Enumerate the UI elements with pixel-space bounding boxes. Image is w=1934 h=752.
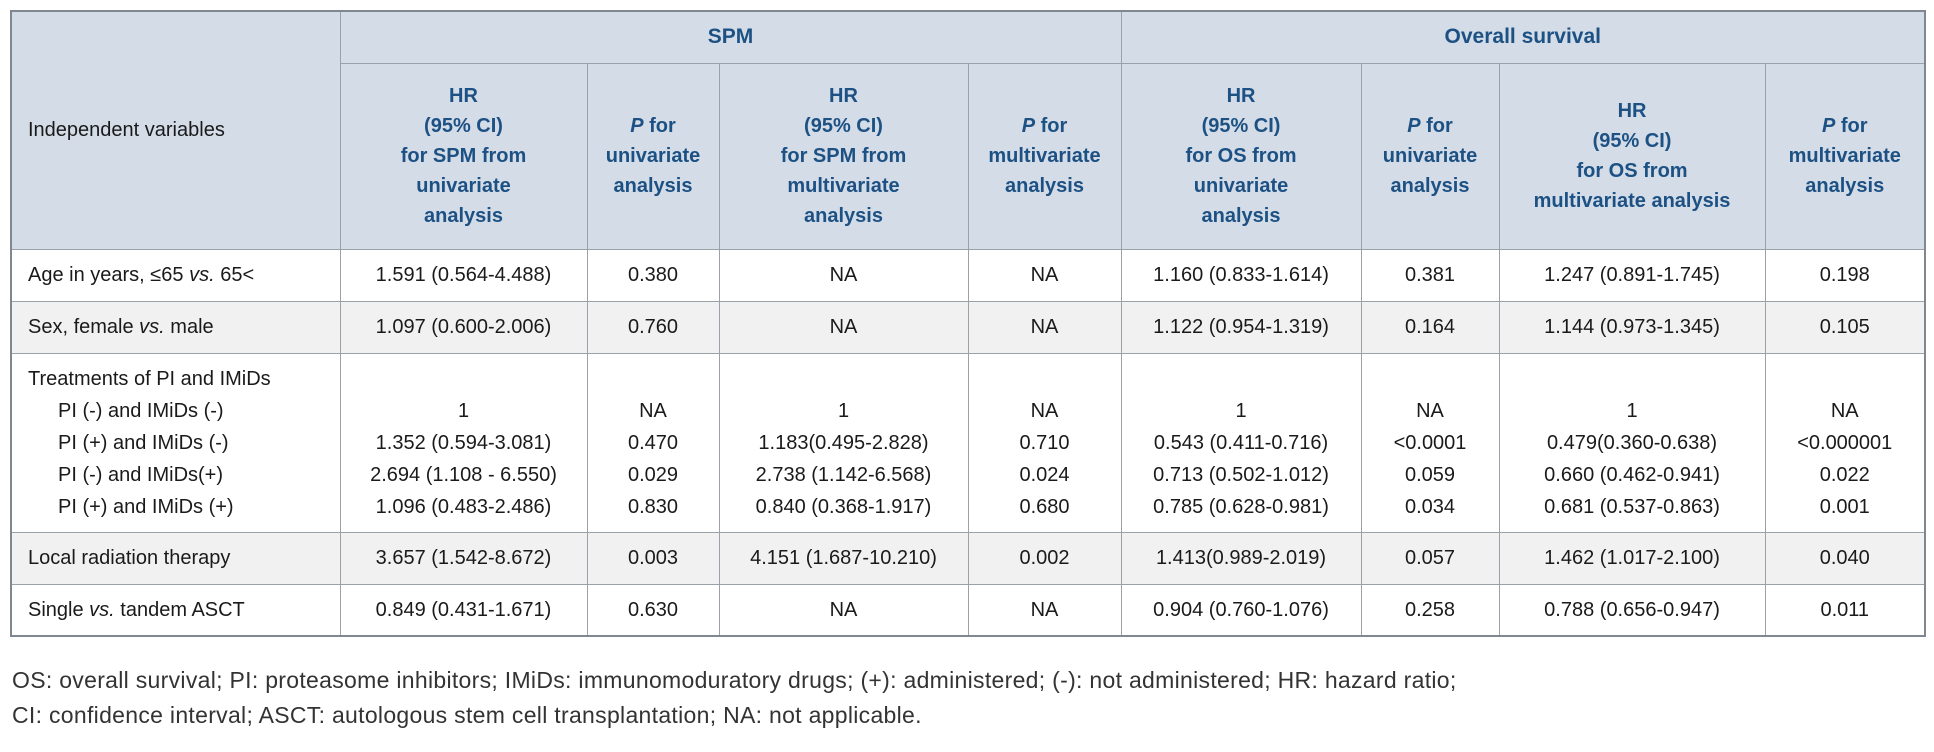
cell-r4-c2: NA <box>719 584 968 636</box>
cell-r4-c0: 0.849 (0.431-1.671) <box>340 584 587 636</box>
footnote-line-2: CI: confidence interval; ASCT: autologous stem cell transplantation; NA: not applicable. <box>12 702 922 728</box>
cell-r3-c3: 0.002 <box>968 532 1121 584</box>
column-header-hr-spm-multivariate: HR (95% CI) for SPM from multivariate analysis <box>719 63 968 249</box>
row-label-4: Single vs. tandem ASCT <box>11 584 340 636</box>
cell-r4-c1: 0.630 <box>587 584 719 636</box>
cell-r0-c4: 1.160 (0.833-1.614) <box>1121 249 1361 301</box>
cell-r1-c2: NA <box>719 301 968 353</box>
table-row-0 <box>11 249 1925 301</box>
spm-group-header: SPM <box>340 11 1121 63</box>
cell-r2-c4: 1 0.543 (0.411-0.716) 0.713 (0.502-1.012) 0.785 (0.628-0.981) <box>1121 353 1361 532</box>
cell-r2-c7: NA <0.000001 0.022 0.001 <box>1765 353 1925 532</box>
row-label-2: Treatments of PI and IMiDs PI (-) and IMiDs (-) PI (+) and IMiDs (-) PI (-) and IMiDs(+) PI (+) and IMiDs (+) <box>11 353 340 532</box>
row-label-0: Age in years, ≤65 vs. 65< <box>11 249 340 301</box>
cell-r1-c7: 0.105 <box>1765 301 1925 353</box>
column-header-hr-os-univariate: HR (95% CI) for OS from univariate analysis <box>1121 63 1361 249</box>
cell-r0-c3: NA <box>968 249 1121 301</box>
table-body <box>11 249 1925 636</box>
cell-r2-c0: 1 1.352 (0.594-3.081) 2.694 (1.108 - 6.550) 1.096 (0.483-2.486) <box>340 353 587 532</box>
cell-r0-c7: 0.198 <box>1765 249 1925 301</box>
cell-r0-c2: NA <box>719 249 968 301</box>
cell-r4-c6: 0.788 (0.656-0.947) <box>1499 584 1765 636</box>
cell-r4-c4: 0.904 (0.760-1.076) <box>1121 584 1361 636</box>
cell-r1-c4: 1.122 (0.954-1.319) <box>1121 301 1361 353</box>
cell-r3-c5: 0.057 <box>1361 532 1499 584</box>
cell-r1-c5: 0.164 <box>1361 301 1499 353</box>
overall-survival-group-header: Overall survival <box>1121 11 1925 63</box>
cell-r2-c3: NA 0.710 0.024 0.680 <box>968 353 1121 532</box>
cell-r3-c1: 0.003 <box>587 532 719 584</box>
column-header-hr-spm-univariate: HR (95% CI) for SPM from univariate analysis <box>340 63 587 249</box>
cell-r3-c6: 1.462 (1.017-2.100) <box>1499 532 1765 584</box>
cell-r2-c2: 1 1.183(0.495-2.828) 2.738 (1.142-6.568) 0.840 (0.368-1.917) <box>719 353 968 532</box>
cell-r0-c0: 1.591 (0.564-4.488) <box>340 249 587 301</box>
column-header-hr-os-multivariate: HR (95% CI) for OS from multivariate analysis <box>1499 63 1765 249</box>
hazard-ratio-table <box>10 10 1926 637</box>
footnote-line-1: OS: overall survival; PI: proteasome inhibitors; IMiDs: immunomoduratory drugs; (+): administered; (-): not administered; HR: hazard ratio; <box>12 667 1457 693</box>
table-header <box>11 11 1925 249</box>
table-row-4 <box>11 584 1925 636</box>
independent-variables-header: Independent variables <box>11 11 340 249</box>
cell-r2-c5: NA <0.0001 0.059 0.034 <box>1361 353 1499 532</box>
cell-r2-c1: NA 0.470 0.029 0.830 <box>587 353 719 532</box>
column-header-p-os-multivariate: P for multivariate analysis <box>1765 63 1925 249</box>
table-row-2 <box>11 353 1925 532</box>
cell-r1-c0: 1.097 (0.600-2.006) <box>340 301 587 353</box>
column-header-p-spm-univariate: P for univariate analysis <box>587 63 719 249</box>
cell-r0-c6: 1.247 (0.891-1.745) <box>1499 249 1765 301</box>
cell-r3-c0: 3.657 (1.542-8.672) <box>340 532 587 584</box>
cell-r0-c1: 0.380 <box>587 249 719 301</box>
row-label-1: Sex, female vs. male <box>11 301 340 353</box>
cell-r0-c5: 0.381 <box>1361 249 1499 301</box>
cell-r4-c3: NA <box>968 584 1121 636</box>
cell-r4-c5: 0.258 <box>1361 584 1499 636</box>
column-header-p-spm-multivariate: P for multivariate analysis <box>968 63 1121 249</box>
footnote <box>12 663 1922 733</box>
row-label-3: Local radiation therapy <box>11 532 340 584</box>
cell-r2-c6: 1 0.479(0.360-0.638) 0.660 (0.462-0.941) 0.681 (0.537-0.863) <box>1499 353 1765 532</box>
cell-r1-c6: 1.144 (0.973-1.345) <box>1499 301 1765 353</box>
cell-r4-c7: 0.011 <box>1765 584 1925 636</box>
table-row-1 <box>11 301 1925 353</box>
cell-r1-c3: NA <box>968 301 1121 353</box>
cell-r1-c1: 0.760 <box>587 301 719 353</box>
table-row-3 <box>11 532 1925 584</box>
cell-r3-c2: 4.151 (1.687-10.210) <box>719 532 968 584</box>
group-header-row <box>11 11 1925 63</box>
cell-r3-c4: 1.413(0.989-2.019) <box>1121 532 1361 584</box>
column-header-p-os-univariate: P for univariate analysis <box>1361 63 1499 249</box>
cell-r3-c7: 0.040 <box>1765 532 1925 584</box>
